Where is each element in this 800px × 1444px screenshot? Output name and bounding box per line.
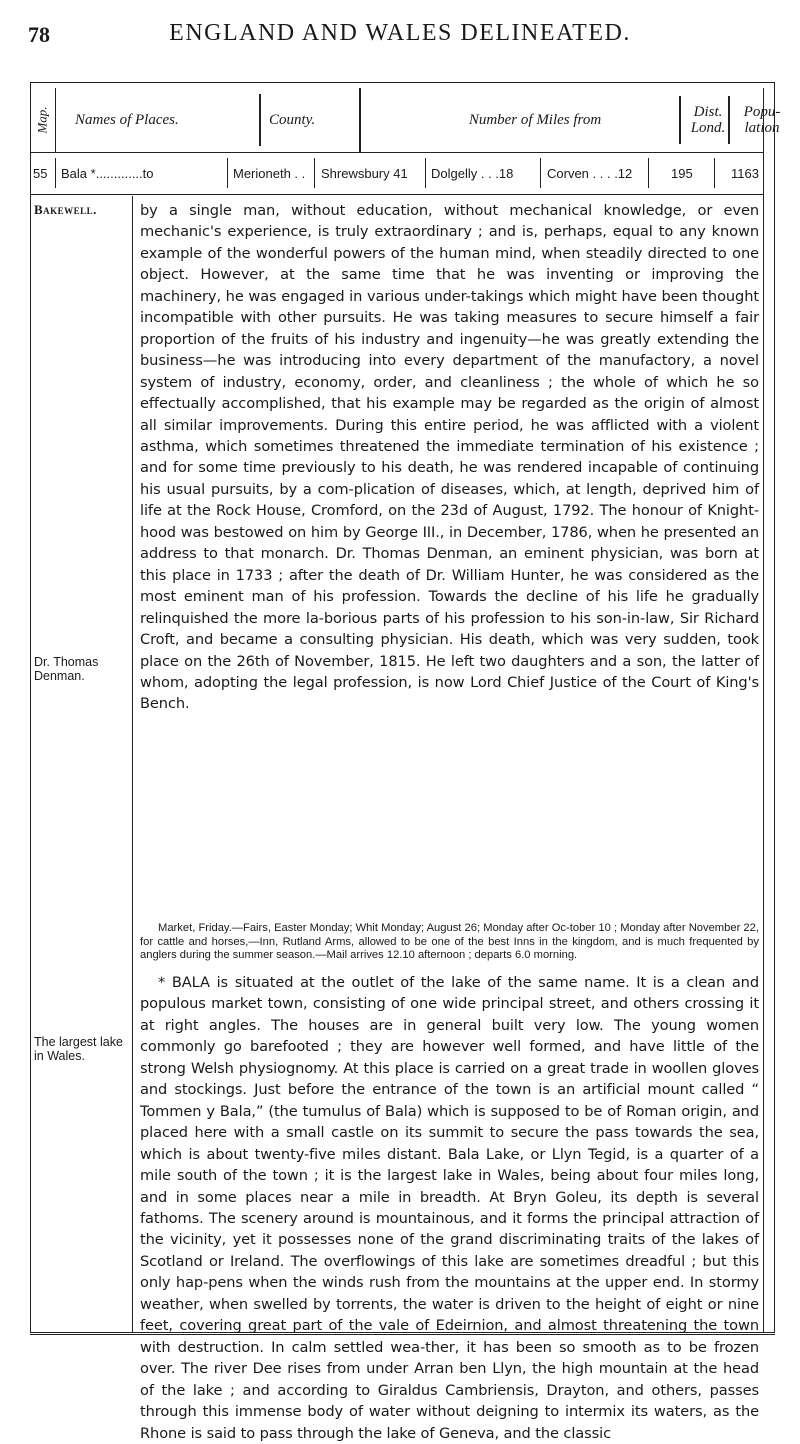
header-map [31, 88, 56, 152]
header-pop-line1: Popu- [743, 104, 781, 120]
entry-miles-1: Shrewsbury 41 [321, 165, 408, 181]
header-population [733, 88, 791, 152]
row-divider [314, 158, 315, 188]
sidenote-bakewell: Bakewell. [34, 202, 97, 217]
entry-population: 1163 [731, 165, 759, 181]
header-miles-from: Number of Miles from [468, 111, 602, 128]
entry-county: Merioneth . . [233, 165, 306, 181]
sidenote-largest-lake: The largest lake in Wales. [34, 1035, 123, 1063]
header-divider [679, 96, 681, 144]
running-head: ENGLAND AND WALES DELINEATED. [169, 20, 631, 46]
row-divider [55, 158, 56, 188]
market-note-block [140, 922, 759, 963]
row-divider [714, 158, 715, 188]
row-divider [425, 158, 426, 188]
table-row [31, 152, 763, 195]
header-map-label: Map. [35, 106, 50, 134]
header-county: County. [269, 88, 361, 152]
entry-leader-dots: ............. [95, 165, 143, 181]
header-dist-line1: Dist. [693, 104, 723, 120]
header-divider [259, 94, 261, 146]
frame-right-rule [763, 88, 764, 1332]
body-text-bakewell [140, 200, 759, 715]
entry-name-text: Bala * [61, 165, 96, 181]
header-names: Names of Places. [75, 111, 179, 128]
entry-miles-2: Dolgelly . . .18 [431, 165, 514, 181]
header-divider [728, 96, 730, 144]
row-divider [648, 158, 649, 188]
table-header-row [31, 88, 781, 153]
entry-miles-3: Corven . . . .12 [547, 165, 633, 181]
row-divider [540, 158, 541, 188]
paragraph-arkwright-denman: by a single man, without education, without mechanical knowledge, or even mechanic's experience, is truly extraordinary ; and is, perhaps, equal to any known example of the wonderful powers of the human mind, when steadily directed to one object. However, at the same time that he was inventing or improving the machinery, he was engaged in various under-takings which might have been thought incompatible with other pursuits. He was taking measures to secure himself a fair proportion of the fruits of his industry and ingenuity—he was greatly extending the business—he was introducing into every department of the manufactory, a novel system of industry, economy, order, and cleanliness ; the whole of which he so effectually accomplished, that his example may be regarded as the origin of almost all similar improvements. During this entire period, he was afflicted with a violent asthma, which sometimes threatened the immediate termination of his existence ; and for some time previously to his death, he was rendered incapable of continuing his usual pursuits, by a com-plication of diseases, which, at length, deprived him of life at the Rock House, Cromford, on the 23d of August, 1792. The honour of Knight-hood was bestowed on him by George III., in December, 1786, when he presented an address to that monarch. Dr. Thomas Denman, an eminent physician, was born at this place in 1733 ; after the death of Dr. William Hunter, he was considered as the most eminent man of his profession. Towards the decline of his life he gradually relinquished the more la-borious parts of his profession to his son-in-law, Sir Richard Croft, and became a consulting physician. His death, which was very sudden, took place on the 26th of November, 1815. He left two daughters and a son, the latter of whom, adopting the legal profession, is now Lord Chief Justice of the Court of King's Bench. [140, 202, 759, 713]
margin-column-rule [132, 196, 133, 1332]
sidenote-denman: Dr. Thomas Denman. [34, 655, 99, 683]
header-dist-london [686, 88, 730, 152]
entry-dist-london: 195 [671, 165, 693, 181]
row-divider [227, 158, 228, 188]
market-note: Market, Friday.—Fairs, Easter Monday; Whit Monday; August 26; Monday after Oc-tober 10 ; Monday after November 22, for cattle and horses,—Inn, Rutland Arms, allowed to be one of the best Inns in the kingdom, and is much frequented by anglers during the summer season.—Mail arrives 12.10 afternoon ; departs 6.0 morning. [140, 922, 759, 962]
entry-to: to [142, 165, 154, 181]
paragraph-bala: * BALA is situated at the outlet of the lake of the same name. It is a clean and populous market town, consisting of one wide principal street, and others crossing it at right angles. The houses are in general built very low. The young women commonly go barefooted ; they are however well formed, and have little of the strong Welsh physiognomy. At this place is carried on a great trade in woollen gloves and stockings. Just before the entrance of the town is an artificial mount called “ Tommen y Bala,” (the tumulus of Bala) which is supposed to be of Roman origin, and placed here with a small castle on its summit to secure the pass towards the sea, which is about twenty-five miles distant. Bala Lake, or Llyn Tegid, is a quarter of a mile south of the town ; it is the largest lake in Wales, being about four miles long, and in some places near a mile in breadth. At Bryn Goleu, its depth is several fathoms. The scenery around is mountainous, and it forms the principal attraction of the vicinity, yet it possesses none of the grand discriminating traits of the lakes of Scotland or Ireland. The overflowings of this lake are sometimes dreadful ; but this only hap-pens when the winds rush from the mountains at the upper end. In stormy weather, when swelled by torrents, the water is driven to the height of eight or nine feet, covering great part of the vale of Edeirnion, and almost threatening the town with destruction. In calm settled wea-ther, it has been so smooth as to be frozen over. The river Dee rises from under Arran ben Llyn, the high mountain at the head of the lake ; and according to Giraldus Cambriensis, Drayton, and others, passes through this immense body of water without deigning to intermix its waters, as the Rhone is said to pass through the lake of Geneva, and the classic [140, 974, 759, 1442]
entry-map-number: 55 [33, 165, 48, 181]
header-pop-line2: lation [744, 120, 780, 136]
entry-name [61, 152, 154, 194]
body-text-bala [140, 972, 759, 1444]
page-number: 78 [28, 22, 50, 47]
header-dist-line2: Lond. [690, 120, 726, 136]
